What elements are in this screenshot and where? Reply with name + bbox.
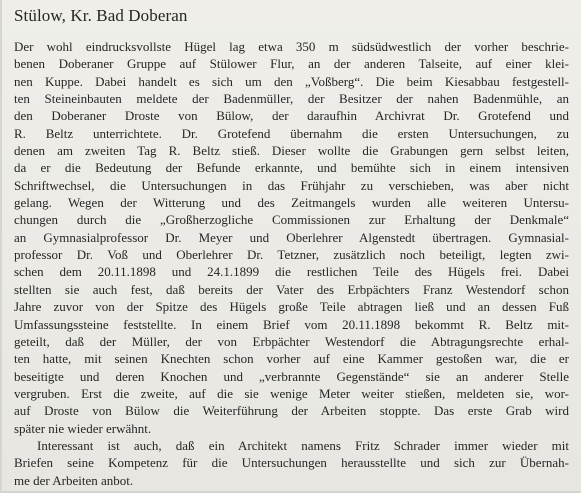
text-line: nen Kuppe. Dabei handelt es sich um den „Voßberg“. Die beim Kiesabbau festgestell- — [14, 73, 569, 89]
text-line: gelang. Wegen der Witterung und des Zeitmangels wurden alle weiteren Untersu- — [14, 195, 569, 211]
text-line: da er die Bedeutung der Befunde erkannte, und bemühte sich in einem intensiven — [14, 160, 569, 176]
body-text — [14, 38, 569, 489]
text-line: auf Droste von Bülow die Weiterführung der Arbeiten stoppte. Das erste Grab wird — [14, 403, 569, 419]
text-line: R. Beltz unterrichtete. Dr. Grotefend übernahm die ersten Untersuchungen, zu — [14, 125, 569, 141]
text-line: geteilt, daß der Müller, der von Erbpächter Westendorf die Abtragungsrechte erhal- — [14, 333, 569, 349]
text-line: denen am zweiten Tag R. Beltz stieß. Dieser wollte die Grabungen gern selbst leiten, — [14, 143, 569, 159]
section-heading: Stülow, Kr. Bad Doberan — [14, 6, 188, 25]
text-line: benen Doberaner Gruppe auf Stülower Flur, an der anderen Talseite, auf einer klei- — [14, 56, 569, 72]
text-line: schen dem 20.11.1898 und 24.1.1899 die restlichen Teile des Hügels frei. Dabei — [14, 264, 569, 280]
text-line: Jahre zuvor von der Spitze des Hügels große Teile abtragen ließ und an dessen Fuß — [14, 299, 569, 315]
text-line: vergruben. Erst die zweite, auf die sie wenige Meter weiter stießen, meldeten sie, wor- — [14, 385, 569, 401]
text-line: an Gymnasialprofessor Dr. Meyer und Oberlehrer Algenstedt übertragen. Gymnasial- — [14, 229, 569, 245]
text-line: Schriftwechsel, die Untersuchungen in das Frühjahr zu verschieben, was aber nicht — [14, 177, 569, 193]
text-line: stellten sie auch fest, daß bereits der Vater des Erbpächters Franz Westendorf schon — [14, 281, 569, 297]
text-line: beseitigte und deren Knochen und „verbrannte Gegenstände“ sie an anderer Stelle — [14, 368, 569, 384]
text-line: Briefen seine Kompetenz für die Untersuchungen herausstellte und sich zur Übernah- — [14, 455, 569, 471]
text-line: professor Dr. Voß und Oberlehrer Dr. Tetzner, zusätzlich noch beteiligt, legten zwi- — [14, 247, 569, 263]
text-line: Der wohl eindrucksvollste Hügel lag etwa 350 m südsüdwestlich der vorher beschrie- — [14, 39, 569, 54]
text-line: me der Arbeiten anbot. — [14, 472, 134, 488]
paragraph — [14, 38, 569, 437]
paragraph — [14, 437, 569, 489]
text-line: Interessant ist auch, daß ein Architekt namens Fritz Schrader immer wieder mit — [37, 437, 569, 453]
text-line: Umfassungssteine feststellte. In einem Brief vom 20.11.1898 bekommt R. Beltz mit- — [14, 316, 569, 332]
text-line: den Doberaner Droste von Bülow, der daraufhin Archivrat Dr. Grotefend und — [14, 108, 569, 124]
text-line: später nie wieder erwähnt. — [14, 420, 152, 436]
text-line: ten Steineinbauten meldete der Badenmüller, der Besitzer der nahen Badenmühle, an — [14, 91, 569, 107]
text-line: chungen durch die „Großherzogliche Commissionen zur Erhaltung der Denkmale“ — [14, 212, 569, 228]
text-line: ten hatte, mit seinen Knechten schon vorher auf eine Kammer gestoßen war, die er — [14, 351, 569, 367]
